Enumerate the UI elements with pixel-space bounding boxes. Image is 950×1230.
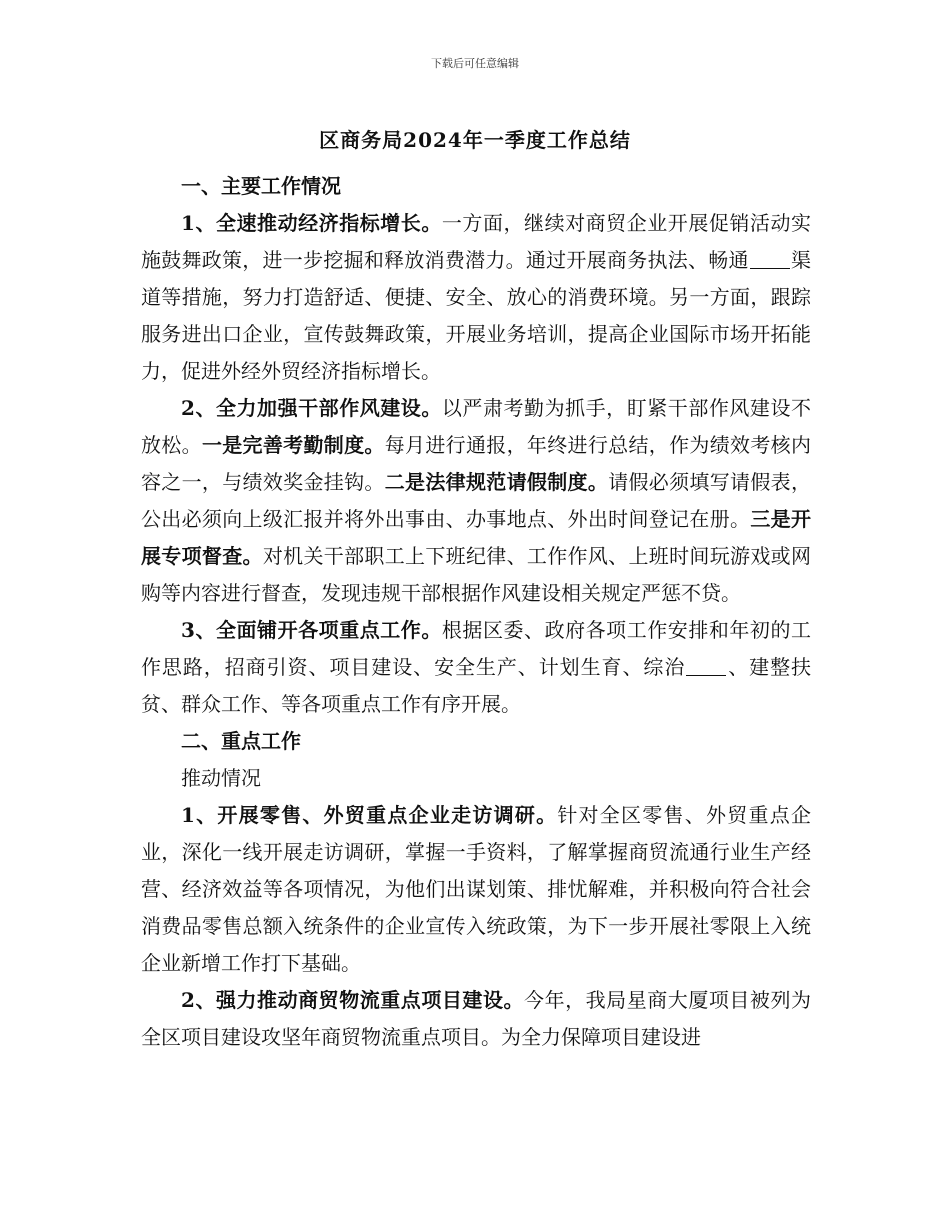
paragraph-5-text-a: 今年，我局星商大厦项目被列为全区项目建设攻坚年商贸物流重点项目。为全力保障项目建设进 bbox=[141, 988, 811, 1049]
paragraph-3 bbox=[141, 612, 811, 723]
paragraph-2-text-b: 每月进行通报，年终进行总结，作为绩效考核内容之一，与绩效奖金挂钩。 bbox=[141, 433, 811, 494]
paragraph-2-text-d: 对机关干部职工上下班纪律、工作作风、上班时间玩游戏或网购等内容进行督查，发现违规干部根据作风建设相关规定严惩不贷。 bbox=[141, 544, 811, 605]
header-note: 下载后可任意编辑 bbox=[431, 57, 519, 70]
paragraph-2-text-a: 以严肃考勤为抓手，盯紧干部作风建设不放松。 bbox=[141, 396, 812, 457]
section-heading-2: 二、重点工作 bbox=[181, 729, 301, 753]
paragraph-1 bbox=[141, 205, 811, 390]
paragraph-1-text-b: 渠道等措施，努力打造舒适、便捷、安全、放心的消费环境。另一方面，跟踪服务进出口企业，宣传鼓舞政策，开展业务培训，提高企业国际市场开拓能力，促进外经外贸经济指标增长。 bbox=[141, 248, 812, 383]
paragraph-5 bbox=[141, 982, 811, 1056]
section-heading-1: 一、主要工作情况 bbox=[181, 174, 341, 198]
paragraph-3-text-a: 根据区委、政府各项工作安排和年初的工作思路，招商引资、项目建设、安全生产、计划生育、综治 bbox=[141, 618, 812, 679]
paragraph-1-text-a: 一方面，继续对商贸企业开展促销活动实施鼓舞政策，进一步挖掘和释放消费潜力。通过开展商务执法、畅通 bbox=[141, 211, 812, 272]
paragraph-2 bbox=[141, 390, 811, 612]
paragraph-2-bold-1: 一是完善考勤制度。 bbox=[201, 433, 385, 457]
paragraph-3-text-b: 、建整扶贫、群众工作、等各项重点工作有序开展。 bbox=[141, 655, 812, 716]
paragraph-4 bbox=[141, 797, 811, 982]
paragraph-4-text-a: 针对全区零售、外贸重点企业，深化一线开展走访调研，掌握一手资料，了解掌握商贸流通行业生产经营、经济效益等各项情况，为他们出谋划策、排忧解难，并积极向符合社会消费品零售总额入统条件的企业宣传入统政策，为下一步开展社零限上入统企业新增工作打下基础。 bbox=[141, 803, 811, 975]
paragraph-4-lead: 1、开展零售、外贸重点企业走访调研。 bbox=[181, 803, 558, 827]
paragraph-1-lead: 1、全速推动经济指标增长。 bbox=[181, 211, 442, 235]
paragraph-2-bold-2: 二是法律规范请假制度。 bbox=[384, 470, 609, 494]
section-subheading-2: 推动情况 bbox=[181, 766, 261, 790]
blank-line bbox=[750, 248, 790, 269]
paragraph-2-bold-3: 三是开展专项督查。 bbox=[141, 507, 811, 568]
document-body bbox=[141, 168, 811, 1056]
paragraph-2-lead: 2、全力加强干部作风建设。 bbox=[181, 396, 442, 420]
paragraph-5-lead: 2、强力推动商贸物流重点项目建设。 bbox=[181, 988, 525, 1012]
paragraph-2-text-c: 请假必须填写请假表，公出必须向上级汇报并将外出事由、办事地点、外出时间登记在册。 bbox=[141, 470, 811, 531]
blank-line bbox=[686, 655, 726, 676]
paragraph-3-lead: 3、全面铺开各项重点工作。 bbox=[181, 618, 442, 642]
document-title: 区商务局2024年一季度工作总结 bbox=[319, 128, 631, 152]
